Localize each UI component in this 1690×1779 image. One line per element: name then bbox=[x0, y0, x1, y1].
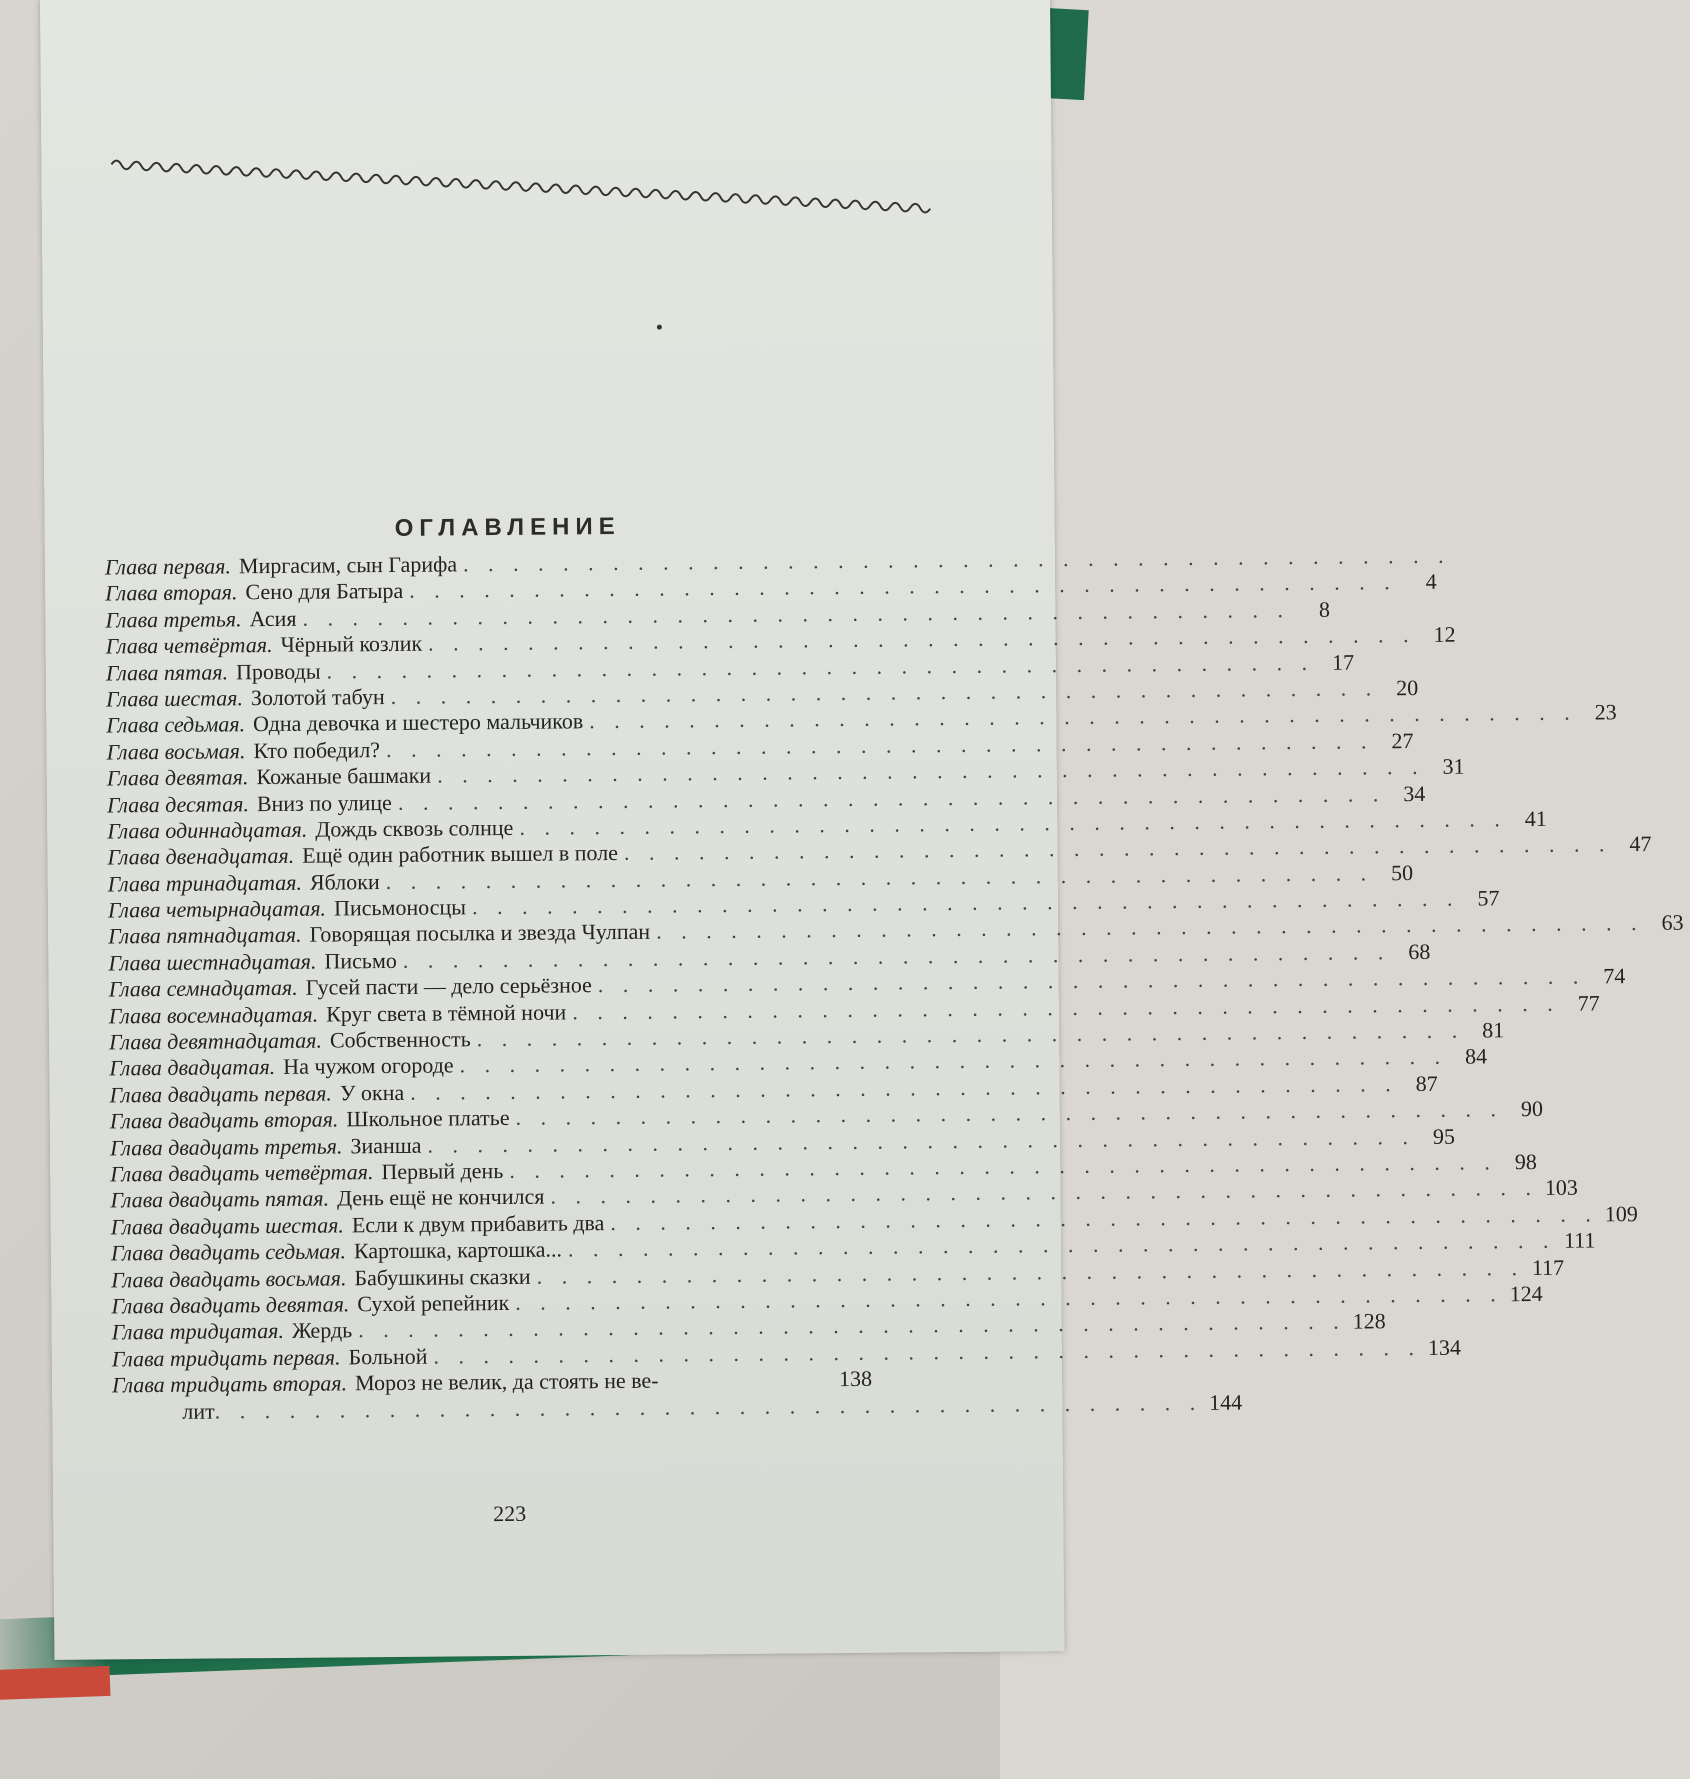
toc-chapter-name: Письмоносцы bbox=[333, 894, 467, 921]
toc-page-number: 47 bbox=[1629, 831, 1652, 857]
book-cover-red-corner bbox=[0, 1666, 110, 1700]
toc-leader-dots: . . . . . . . . . . . . . . . . . . . . . . . . . . . . . . . . . . . . . . . . bbox=[567, 1227, 1556, 1262]
toc-chapter-label: Глава шестнадцатая. bbox=[108, 948, 317, 976]
toc-chapter-label: Глава двадцать восьмая. bbox=[111, 1264, 347, 1292]
toc-page-number: 124 bbox=[1509, 1280, 1543, 1307]
toc-chapter-label: Глава вторая. bbox=[105, 579, 238, 606]
toc-chapter-label: Глава пятнадцатая. bbox=[108, 922, 302, 949]
toc-chapter-name: Проводы bbox=[235, 658, 321, 684]
toc-continuation-text: лит bbox=[182, 1398, 215, 1424]
toc-leader-dots: . . . . . . . . . . . . . . . . . . . . . . . . . . . . . . . . . . . . . . . . bbox=[437, 754, 1425, 788]
toc-chapter-label: Глава двадцать девятая. bbox=[111, 1291, 350, 1319]
toc-leader-dots: . . . . . . . . . . . . . . . . . . . . . . . . . . . . . . . . . . . . . . . . bbox=[326, 649, 1315, 684]
toc-chapter-label: Глава семнадцатая. bbox=[108, 975, 298, 1002]
toc-leader-dots: . . . . . . . . . . . . . . . . . . . . . . . . . . . . . . . . . . . . . . . . bbox=[409, 569, 1397, 604]
toc-chapter-label: Глава девятнадцатая. bbox=[108, 1027, 323, 1055]
toc-page-number: 144 bbox=[1209, 1389, 1243, 1415]
toc-chapter-label: Глава двадцать третья. bbox=[109, 1132, 343, 1161]
toc-leader-dots: . . . . . . . . . . . . . . . . . . . . . . . . . . . . . . . . . . . . . . . . bbox=[610, 1201, 1598, 1235]
toc-leader-dots: . . . . . . . . . . . . . . . . . . . . . . . . . . . . . . . . . . . . . . . . bbox=[597, 963, 1586, 998]
toc-chapter-label: Глава двадцать седьмая. bbox=[110, 1238, 347, 1266]
toc-leader-dots: . . . . . . . . . . . . . . . . . . . . . . . . . . . . . . . . . . . . . . . . bbox=[302, 596, 1291, 631]
toc-chapter-label: Глава тридцатая. bbox=[111, 1318, 285, 1345]
toc-chapter-label: Глава тринадцатая. bbox=[107, 869, 303, 897]
toc-leader-dots: . . . . . . . . . . . . . . . . . . . . . . . . . . . . . . . . . . . . . . . . bbox=[402, 939, 1391, 973]
toc-page-number: 34 bbox=[1403, 780, 1426, 806]
toc-chapter-name: Собственность bbox=[329, 1026, 471, 1053]
toc-chapter-label: Глава двадцать вторая. bbox=[109, 1106, 339, 1134]
toc-chapter-label: Глава восемнадцатая. bbox=[108, 1001, 319, 1029]
toc-leader-dots: . . . . . . . . . . . . . . . . . . . . . . . . . . . . . . . . . . . . . . . . bbox=[589, 699, 1577, 734]
toc-chapter-label: Глава девятая. bbox=[106, 764, 249, 791]
toc-chapter-name: Бабушкины сказки bbox=[354, 1263, 531, 1290]
wavy-divider-ornament bbox=[110, 144, 931, 228]
toc-chapter-name: Мороз не велик, да стоять не ве- bbox=[354, 1367, 659, 1396]
toc-entry-continuation bbox=[112, 1389, 1243, 1425]
toc-leader-dots: . . . . . . . . . . . . . . . . . . . . . . . . . . . . . . . . . . . . . . . . bbox=[427, 1123, 1416, 1158]
toc-leader-dots: . . . . . . . . . . . . . . . . . . . . . . . . . . . . . . . . . . . . . . . . bbox=[515, 1096, 1504, 1131]
toc-page-number: 74 bbox=[1603, 963, 1626, 989]
toc-chapter-name: Школьное платье bbox=[346, 1105, 510, 1132]
toc-page-number: 50 bbox=[1391, 859, 1414, 885]
toc-chapter-label: Глава пятая. bbox=[105, 658, 229, 686]
toc-leader-dots: . . . . . . . . . . . . . . . . . . . . . . . . . . . . . . . . . . . . . . . . bbox=[390, 675, 1379, 709]
toc-page-number: 87 bbox=[1415, 1070, 1438, 1096]
toc-chapter-name: Асия bbox=[249, 605, 297, 631]
toc-chapter-name: Дождь сквозь солнце bbox=[315, 814, 514, 842]
toc-chapter-label: Глава десятая. bbox=[106, 790, 249, 817]
toc-leader-dots: . . . . . . . . . . . . . . . . . . . . . . . . . . . . . . . . . . . . . . . . bbox=[214, 1389, 1203, 1424]
toc-page-number: 95 bbox=[1432, 1123, 1456, 1149]
toc-chapter-name: Яблоки bbox=[309, 868, 380, 895]
toc-chapter-name: Чёрный козлик bbox=[280, 630, 423, 658]
toc-page-number: 98 bbox=[1514, 1148, 1537, 1175]
toc-leader-dots: . . . . . . . . . . . . . . . . . . . . . . . . . . . . . . . . . . . . . . . . bbox=[476, 1017, 1465, 1052]
toc-chapter-label: Глава двадцать четвёртая. bbox=[110, 1159, 374, 1187]
toc-leader-dots: . . . . . . . . . . . . . . . . . . . . . . . . . . . . . . . . . . . . . . . . bbox=[433, 1334, 1422, 1369]
toc-chapter-label: Глава восьмая. bbox=[106, 737, 246, 765]
toc-leader-dots: . . . . . . . . . . . . . . . . . . . . . . . . . . . . . . . . . . . . . . . . bbox=[471, 885, 1460, 920]
toc-page-number: 77 bbox=[1577, 990, 1600, 1016]
toc-leader-dots: . . . . . . . . . . . . . . . . . . . . . . . . . . . . . . . . . . . . . . . . bbox=[462, 542, 1451, 577]
toc-chapter-name: Сено для Батыра bbox=[245, 578, 404, 605]
toc-page-number: 8 bbox=[1318, 596, 1331, 622]
toc-page-number: 27 bbox=[1391, 727, 1414, 753]
toc-leader-dots: . . . . . . . . . . . . . . . . . . . . . . . . . . . . . . . . . . . . . . . . bbox=[519, 806, 1507, 840]
page-number: 223 bbox=[493, 1500, 527, 1527]
printer-dot-mark bbox=[657, 325, 662, 330]
toc-chapter-name: Первый день bbox=[381, 1157, 504, 1185]
table-of-contents bbox=[104, 542, 1684, 1425]
toc-chapter-name: Ещё один работник вышел в поле bbox=[302, 840, 619, 869]
toc-page-number: 31 bbox=[1442, 753, 1465, 779]
toc-chapter-name: Говорящая посылка и звезда Чулпан bbox=[309, 919, 651, 948]
toc-chapter-name: Зианша bbox=[350, 1132, 422, 1158]
toc-chapter-label: Глава тридцать первая. bbox=[111, 1344, 341, 1372]
toc-page-number: 20 bbox=[1396, 674, 1419, 701]
toc-chapter-name: Золотой табун bbox=[250, 683, 385, 711]
toc-leader-dots: . . . . . . . . . . . . . . . . . . . . . . . . . . . . . . . . . . . . . . . . bbox=[385, 860, 1374, 894]
toc-page-number: 90 bbox=[1520, 1096, 1544, 1122]
toc-page-number: 68 bbox=[1408, 938, 1431, 964]
toc-chapter-name: Сухой репейник bbox=[357, 1289, 510, 1317]
toc-chapter-name: Вниз по улице bbox=[256, 789, 392, 816]
toc-chapter-label: Глава тридцать вторая. bbox=[111, 1370, 348, 1398]
toc-leader-dots: . . . . . . . . . . . . . . . . . . . . . . . . . . . . . . . . . . . . . . . . bbox=[550, 1175, 1538, 1209]
toc-chapter-name: Одна девочка и шестеро мальчиков bbox=[252, 708, 584, 737]
toc-chapter-name: Миргасим, сын Гарифа bbox=[238, 551, 458, 579]
toc-leader-dots: . . . . . . . . . . . . . . . . . . . . . . . . . . . . . . . . . . . . . . . . bbox=[572, 990, 1560, 1025]
toc-chapter-label: Глава двадцать пятая. bbox=[110, 1185, 330, 1213]
toc-chapter-name: Жердь bbox=[291, 1317, 353, 1344]
toc-page-number: 81 bbox=[1482, 1017, 1505, 1043]
toc-page-number: 41 bbox=[1524, 805, 1547, 831]
toc-page-number: 134 bbox=[1427, 1334, 1462, 1360]
page-title: ОГЛАВЛЕНИЕ bbox=[394, 512, 621, 542]
toc-page-number: 4 bbox=[1425, 569, 1437, 595]
toc-chapter-name: Гусей пасти — дело серьёзное bbox=[305, 972, 592, 1000]
toc-chapter-name: Письмо bbox=[324, 947, 397, 974]
toc-page-number: 117 bbox=[1531, 1254, 1565, 1280]
toc-chapter-label: Глава четырнадцатая. bbox=[107, 895, 327, 923]
toc-chapter-name: Больной bbox=[348, 1343, 428, 1370]
toc-chapter-label: Глава первая. bbox=[104, 553, 232, 580]
toc-chapter-label: Глава двенадцатая. bbox=[107, 843, 295, 870]
toc-chapter-name: На чужом огороде bbox=[283, 1052, 454, 1080]
toc-page-number: 17 bbox=[1331, 649, 1355, 675]
toc-chapter-label: Глава двадцать первая. bbox=[109, 1080, 332, 1108]
toc-leader-dots: . . . . . . . . . . . . . . . . . . . . . . . . . . . . . . . . . . . . . . . . bbox=[536, 1254, 1525, 1289]
toc-page-number: 103 bbox=[1544, 1175, 1578, 1201]
toc-chapter-label: Глава одиннадцатая. bbox=[107, 816, 308, 844]
toc-page-number: 111 bbox=[1563, 1227, 1596, 1253]
toc-leader-dots: . . . . . . . . . . . . . . . . . . . . . . . . . . . . . . . . . . . . . . . . bbox=[397, 780, 1386, 815]
toc-page-number: 128 bbox=[1352, 1308, 1386, 1334]
toc-chapter-name: Круг света в тёмной ночи bbox=[326, 999, 567, 1027]
toc-page-number: 138 bbox=[838, 1365, 873, 1392]
toc-leader-dots: . . . . . . . . . . . . . . . . . . . . . . . . . . . . . . . . . . . . . . . . bbox=[623, 831, 1612, 866]
book-page bbox=[40, 0, 1684, 1660]
toc-leader-dots bbox=[665, 1386, 833, 1387]
toc-chapter-label: Глава четвёртая. bbox=[105, 632, 273, 659]
toc-chapter-label: Глава седьмая. bbox=[106, 711, 246, 738]
toc-chapter-name: Кто победил? bbox=[253, 736, 381, 763]
toc-page-number: 63 bbox=[1661, 910, 1684, 936]
toc-leader-dots: . . . . . . . . . . . . . . . . . . . . . . . . . . . . . . . . . . . . . . . . bbox=[656, 910, 1644, 945]
toc-chapter-name: У окна bbox=[339, 1079, 405, 1106]
toc-leader-dots: . . . . . . . . . . . . . . . . . . . . . . . . . . . . . . . . . . . . . . . . bbox=[358, 1308, 1346, 1343]
toc-chapter-name: День ещё не кончился bbox=[336, 1184, 545, 1211]
toc-leader-dots: . . . . . . . . . . . . . . . . . . . . . . . . . . . . . . . . . . . . . . . . bbox=[427, 622, 1416, 656]
toc-chapter-label: Глава третья. bbox=[105, 606, 242, 633]
toc-leader-dots: . . . . . . . . . . . . . . . . . . . . . . . . . . . . . . . . . . . . . . . . bbox=[385, 728, 1374, 762]
toc-page-number: 84 bbox=[1464, 1043, 1488, 1070]
toc-chapter-name: Кожаные башмаки bbox=[256, 762, 432, 790]
toc-page-number: 57 bbox=[1477, 885, 1500, 911]
toc-page-number: 12 bbox=[1433, 621, 1456, 648]
toc-chapter-label: Глава двадцать шестая. bbox=[110, 1212, 344, 1240]
toc-leader-dots: . . . . . . . . . . . . . . . . . . . . . . . . . . . . . . . . . . . . . . . . bbox=[509, 1149, 1497, 1183]
toc-page-number: 109 bbox=[1604, 1200, 1638, 1227]
toc-leader-dots: . . . . . . . . . . . . . . . . . . . . . . . . . . . . . . . . . . . . . . . . bbox=[410, 1071, 1398, 1105]
toc-page-number: 23 bbox=[1594, 699, 1617, 725]
toc-chapter-name: Картошка, картошка... bbox=[353, 1236, 563, 1264]
toc-leader-dots: . . . . . . . . . . . . . . . . . . . . . . . . . . . . . . . . . . . . . . . . bbox=[459, 1044, 1448, 1078]
toc-chapter-name: Если к двум прибавить два bbox=[351, 1209, 605, 1238]
toc-leader-dots: . . . . . . . . . . . . . . . . . . . . . . . . . . . . . . . . . . . . . . . . bbox=[515, 1281, 1503, 1315]
toc-chapter-label: Глава двадцатая. bbox=[109, 1054, 276, 1081]
toc-chapter-label: Глава шестая. bbox=[105, 685, 244, 712]
